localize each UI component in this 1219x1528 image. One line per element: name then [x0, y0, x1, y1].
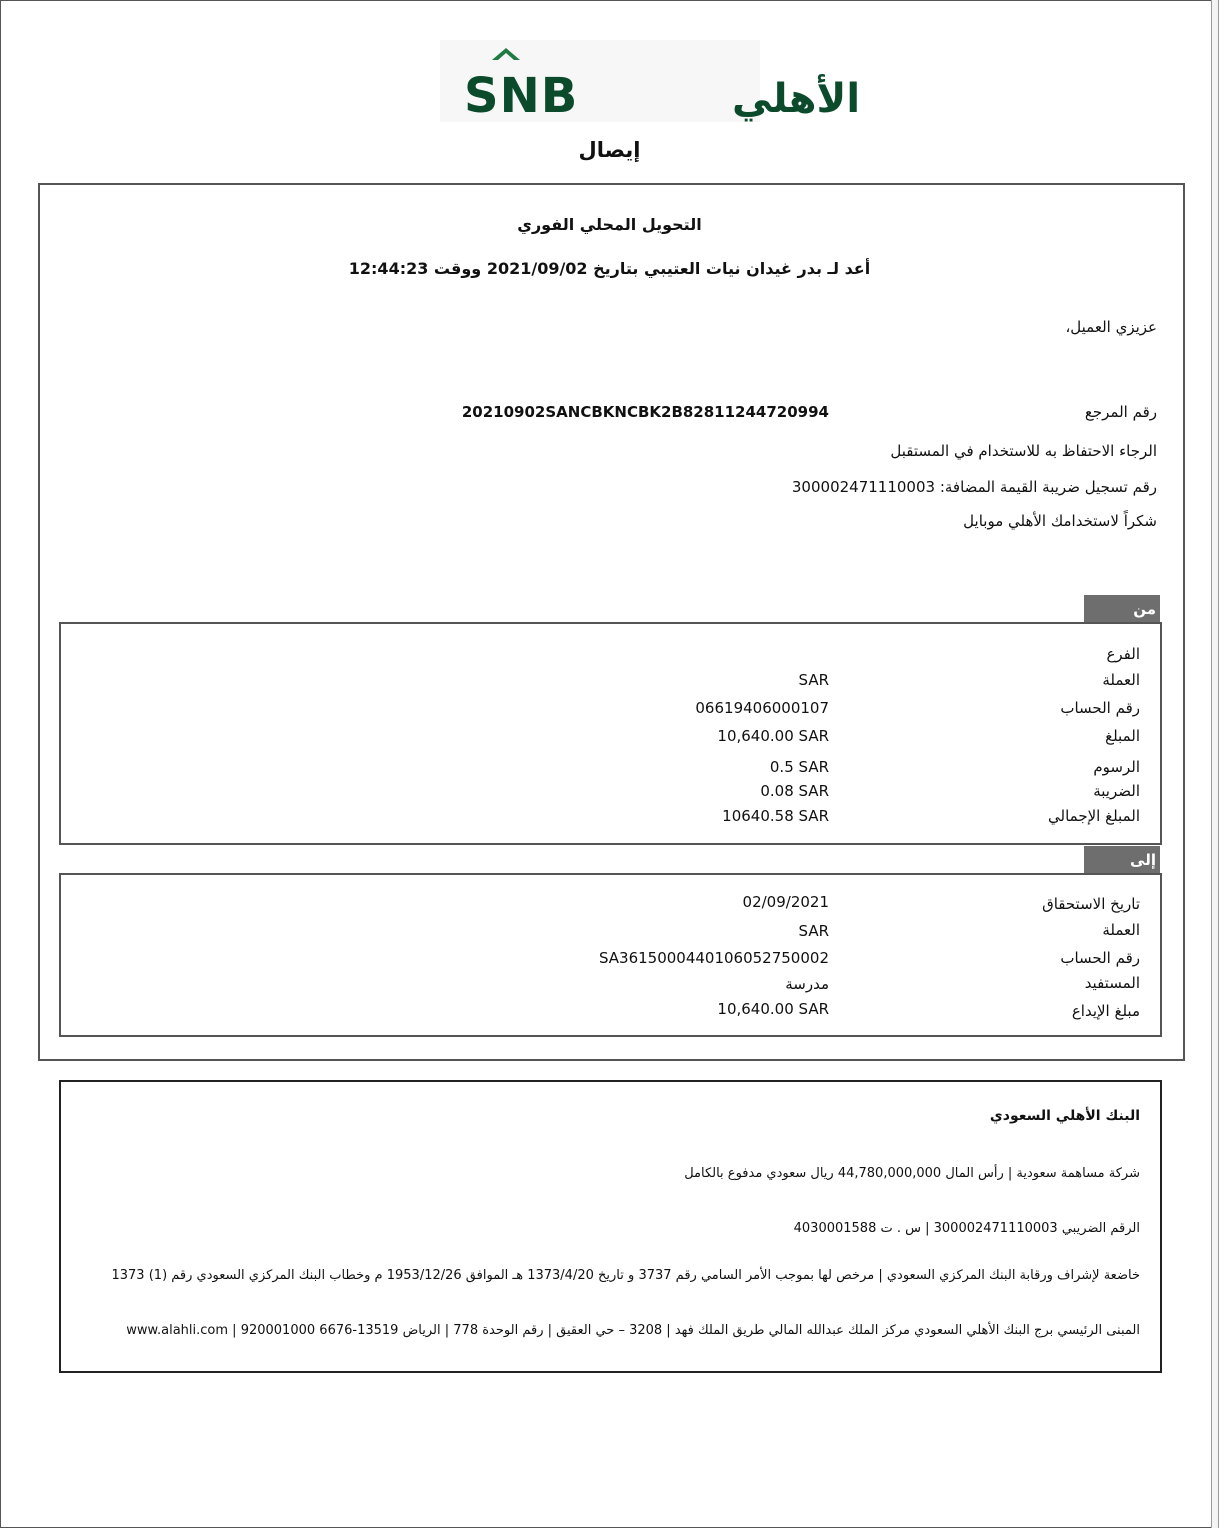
- logo-latin-text: SNB: [464, 68, 579, 124]
- from-branch-label: الفرع: [1106, 645, 1140, 663]
- to-due-date-value: 02/09/2021: [742, 893, 829, 911]
- to-currency-value: SAR: [798, 922, 829, 940]
- from-amount-label: المبلغ: [1105, 727, 1140, 745]
- vat-note: رقم تسجيل ضريبة القيمة المضافة: 300002471110003: [791, 478, 1157, 496]
- footer-bank-name: البنك الأهلي السعودي: [989, 1108, 1140, 1124]
- to-beneficiary-label: المستفيد: [1084, 974, 1140, 992]
- snb-logo-icon: [440, 40, 861, 124]
- from-tax-label: الضريبة: [1093, 782, 1140, 800]
- to-currency-label: العملة: [1102, 921, 1140, 939]
- from-account-label: رقم الحساب: [1060, 699, 1140, 717]
- snb-logo: [440, 40, 861, 124]
- from-account-value: 06619406000107: [695, 699, 829, 717]
- from-tax-value: 0.08 SAR: [760, 782, 829, 800]
- to-deposit-amount-label: مبلغ الإيداع: [1071, 1002, 1140, 1020]
- to-due-date-label: تاريخ الاستحقاق: [1042, 895, 1140, 913]
- from-section-box: [59, 622, 1162, 845]
- from-section-tab: من: [1084, 595, 1160, 623]
- from-currency-label: العملة: [1102, 671, 1140, 689]
- to-section-tab: إلى: [1084, 846, 1160, 874]
- logo-arabic-text: الأهلي: [732, 76, 861, 122]
- to-beneficiary-value: مدرسة: [785, 975, 829, 993]
- from-total-value: 10640.58 SAR: [722, 807, 829, 825]
- prepared-line: أعد لـ بدر غيدان نيات العتيبي بتاريخ 2021/09/02 ووقت 12:44:23: [348, 259, 871, 278]
- service-title: التحويل المحلي الفوري: [517, 215, 702, 234]
- receipt-title: إيصال: [578, 138, 641, 162]
- greeting: عزيزي العميل،: [1065, 318, 1157, 336]
- to-account-label: رقم الحساب: [1060, 949, 1140, 967]
- footer-regulation: خاضعة لإشراف ورقابة البنك المركزي السعودي | مرخص لها بموجب الأمر السامي رقم 3737 و تاريخ 1373/4/20 هـ الموافق 1953/12/26 م وخطاب البنك المركزي السعودي رقم (1) 1373: [111, 1268, 1140, 1283]
- footer-capital: شركة مساهمة سعودية | رأس المال 44,780,000,000 ريال سعودي مدفوع بالكامل: [684, 1166, 1140, 1181]
- thanks-note: شكراً لاستخدامك الأهلي موبايل: [963, 512, 1157, 530]
- footer-address: المبنى الرئيسي برج البنك الأهلي السعودي مركز الملك عبدالله المالي طريق الملك فهد | 3208 – حي العقيق | رقم الوحدة 778 | الرياض 13519-6676 920001000 | www.alahli.com: [126, 1323, 1140, 1338]
- from-total-label: المبلغ الإجمالي: [1048, 807, 1140, 825]
- to-account-value: SA3615000440106052750002: [598, 949, 829, 967]
- from-fees-value: 0.5 SAR: [769, 758, 829, 776]
- reference-label: رقم المرجع: [1084, 403, 1157, 421]
- keep-note: الرجاء الاحتفاظ به للاستخدام في المستقبل: [890, 442, 1157, 460]
- from-fees-label: الرسوم: [1093, 758, 1140, 776]
- from-currency-value: SAR: [798, 671, 829, 689]
- footer-tax: الرقم الضريبي 300002471110003 | س . ت 4030001588: [793, 1221, 1140, 1236]
- reference-value: 20210902SANCBKNCBK2B82811244720994: [461, 403, 829, 421]
- from-amount-value: 10,640.00 SAR: [717, 727, 829, 745]
- to-deposit-amount-value: 10,640.00 SAR: [717, 1000, 829, 1018]
